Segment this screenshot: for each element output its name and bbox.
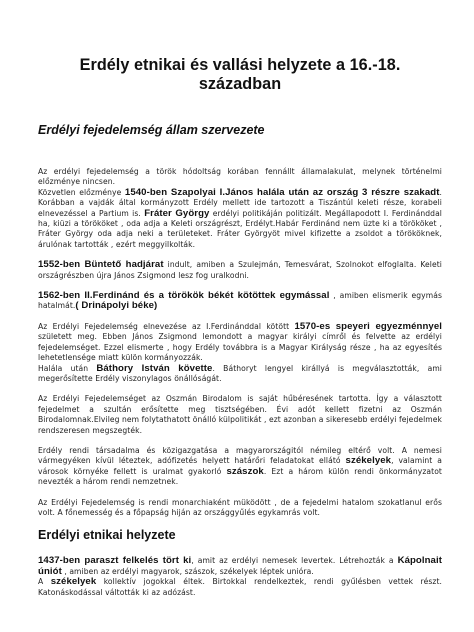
paragraph-2 (38, 260, 442, 281)
paragraph-1-text-b: Közvetlen előzménye (38, 187, 125, 197)
paragraph-4 (38, 322, 442, 384)
paragraph-3-emphasis-peace: ( Drinápolyi béke) (75, 300, 158, 312)
paragraph-8-text-g: kollektív jogokkal éltek. Birtokkal rendelkeztek, rendi gyűlésben vettek részt. Katonáskodással váltották ki az adózást. (38, 577, 442, 597)
paragraph-7: Az Erdélyi Fejedelemség is rendi monarchiaként müködött , de a fejedelmi hatalom szokatlanul erős volt. A főnemesség és a főpapság hiján az országgyűlés egykamrás volt. (38, 497, 442, 517)
paragraph-1-text-a: Az erdélyi fejedelemség a török hódoltság korában fennállt államalakulat, melynek történelmi előzménye nincsen. (38, 167, 442, 187)
paragraph-1 (38, 167, 442, 250)
paragraph-4-text-f: . Báthoryt lengyel királlyá is megválasztották, ami megerősítette Erdély viszonylagos önállóságát. (38, 363, 442, 383)
paragraph-1-emphasis-frater: Fráter György (144, 207, 210, 219)
paragraph-1-text-f: erdélyi politikáján politizált. Megállapodott I. Ferdinánddal ha, kiüzi a törököket , oda adja a Keleti országrészt, Erdélyt.Habár Ferdinánd nem üzte ki a törököket , Fráter György oda adja neki a területeket. Fráter Györgyöt mivel kifizette a zsoldot a törököknek, árulónak tartották , ezért meggyilkolták. (38, 208, 442, 249)
paragraph-6-text-e: . Ezt a három külön rendi önkormányzatot nevezték a három rendi nemzetnek. (38, 466, 442, 487)
paragraph-5: Az Erdélyi Fejedelemséget az Oszmán Birodalom is saját hűbéresének tartotta. Így a választott fejedelmet a szultán erősítette meg tisztségében. Évi adót kellett fizetni az Oszmán Birodalomnak.Elvileg nem folytathatott önálló külpolitikát , ezt azonban a sikeresebb erdélyi fejedelmek rendszeresen megszegték. (38, 394, 442, 435)
paragraph-8-emphasis-szekelyek: székelyek (50, 576, 97, 588)
document-title: Erdély etnikai és vallási helyzete a 16.-18. században (79, 56, 401, 93)
section-heading-state-organization: Erdélyi fejedelemség állam szervezete (38, 123, 265, 137)
paragraph-3-emphasis-1562: 1562-ben II.Ferdinánd és a törökök békét kötöttek egymással (38, 290, 330, 302)
paragraph-4-text-a: Az Erdélyi Fejedelemség elnevezése az I.Ferdinánddal kötött (38, 321, 295, 331)
paragraph-4-text-d: Halála után (38, 363, 97, 373)
paragraph-6-text-c: , valamint a városok környéke fellett is uralmat gyakorló (38, 456, 442, 476)
paragraph-1-emphasis-1540: 1540-ben Szapolyai I.János halála után az ország 3 részre szakadt (124, 186, 440, 198)
paragraph-8-text-d: , amiben az erdélyi magyarok, szászok, székelyek léptek unióra. (61, 566, 314, 576)
paragraph-3-text-b: , amiben elismerik egymás hatalmát. (38, 291, 443, 311)
paragraph-4-emphasis-1570: 1570-es speyeri egyezménnyel (294, 320, 443, 332)
paragraph-4-emphasis-bathory: Báthory István követte (96, 362, 213, 374)
paragraph-6 (38, 446, 442, 488)
paragraph-8-text-e: A (38, 577, 51, 587)
paragraph-8 (38, 556, 442, 598)
paragraph-1-text-d: . Korábban a vajdák által kormányzott Erdély mellett ide tartozott a Tiszántúl keleti része, korabeli elnevezéssel a Partium is. (38, 187, 442, 218)
paragraph-8-emphasis-1437: 1437-ben paraszt felkelés tört ki (38, 555, 192, 567)
paragraph-6-text-a: Erdély rendi társadalma és közigazgatása a magyarországitól némileg eltérő volt. A nemesi vármegyéken kívül léteztek, adófizetés helyett határőri feladatokat ellátó (38, 445, 442, 466)
paragraph-4-text-c: született meg. Ebben János Zsigmond lemondott a magyar királyi címről és felvette az erdélyi fejedelemséget. Ezzel elismerte , hogy Erdély továbbra is a Magyar Királyság része , ha az egyesítés lehetetlensége miatt külön kormányozzák. (38, 332, 442, 363)
paragraph-6-emphasis-szaszok: szászok (226, 465, 264, 477)
paragraph-8-emphasis-union: Kápolnait úniót (38, 555, 442, 577)
paragraph-8-text-b: , amit az erdélyi nemesek levertek. Létrehozták a (191, 556, 398, 566)
paragraph-2-text-b: indult, amiben a Szulejmán, Temesvárat, Szolnokot elfoglalta. Keleti országrészben újra János Zsigmond lesz fog uralkodni. (38, 260, 443, 280)
paragraph-3 (38, 291, 442, 312)
paragraph-2-emphasis-1552: 1552-ben Büntető hadjárat (38, 259, 164, 271)
paragraph-6-emphasis-szekelyek: székelyek (345, 455, 392, 467)
section-heading-ethnic-situation: Erdélyi etnikai helyzete (38, 528, 176, 543)
